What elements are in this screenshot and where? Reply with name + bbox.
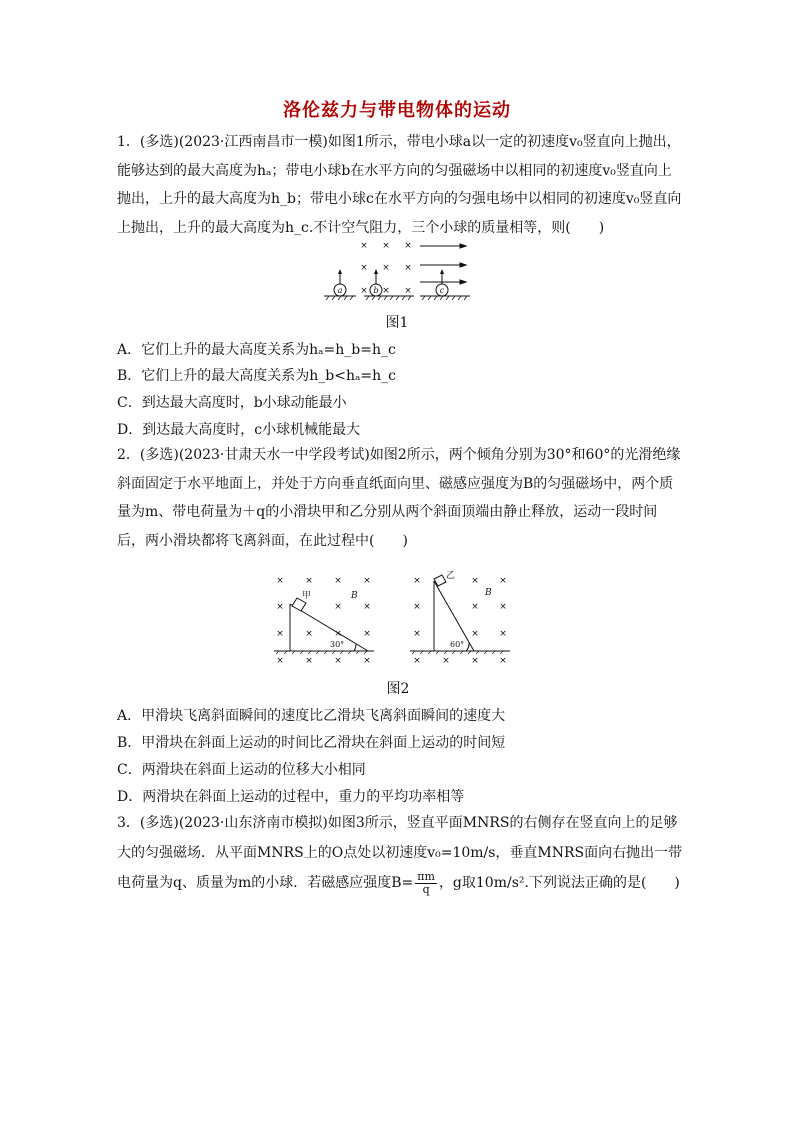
field-b-label-left: B [351, 591, 358, 601]
q2-option-d: D．两滑块在斜面上运动的过程中，重力的平均功率相等 [117, 789, 465, 805]
svg-text:×: × [499, 576, 507, 586]
svg-text:×: × [471, 602, 479, 612]
figure-2-caption: 图2 [386, 681, 410, 697]
svg-text:×: × [305, 656, 313, 666]
question-3-text [117, 808, 683, 898]
svg-text:×: × [382, 263, 390, 273]
svg-text:×: × [499, 629, 507, 639]
q2-option-a: A．甲滑块飞离斜面瞬间的速度比乙滑块飞离斜面瞬间的速度大 [117, 708, 506, 724]
ball-c-label: c [439, 286, 445, 295]
svg-text:×: × [363, 629, 371, 639]
svg-text:×: × [305, 576, 313, 586]
question-3-text-b: ，g取10m/s².下列说法正确的是( ) [438, 875, 680, 891]
svg-text:×: × [360, 263, 368, 273]
svg-text:×: × [413, 656, 421, 666]
q1-option-c: C．到达最大高度时，b小球动能最小 [117, 395, 347, 411]
angle-60-label: 60° [450, 640, 465, 649]
svg-text:×: × [413, 629, 421, 639]
page-title: 洛伦兹力与带电物体的运动 [283, 100, 511, 121]
svg-text:×: × [276, 656, 284, 666]
b-fraction [415, 871, 437, 896]
field-b-label-right: B [485, 588, 492, 598]
svg-text:×: × [413, 576, 421, 586]
q2-option-c: C．两滑块在斜面上运动的位移大小相同 [117, 762, 366, 778]
svg-text:×: × [334, 576, 342, 586]
svg-text:×: × [360, 286, 368, 296]
svg-text:×: × [334, 602, 342, 612]
svg-text:×: × [363, 656, 371, 666]
question-2-text: 2．(多选)(2023·甘肃天水一中学段考试)如图2所示，两个倾角分别为30°和60°的光滑绝缘斜面固定于水平地面上，并处于方向垂直纸面向里、磁感应强度为B的匀强磁场中，两个质量为m、带电荷量为＋q的小滑块甲和乙分别从两个斜面顶端由静止释放，运动一段时间后，两小滑块都将飞离斜面，在此过程中( ) [117, 447, 681, 549]
svg-text:×: × [499, 602, 507, 612]
svg-text:×: × [276, 576, 284, 586]
svg-text:×: × [334, 629, 342, 639]
svg-text:×: × [404, 241, 412, 251]
svg-text:×: × [334, 656, 342, 666]
ball-b-label: b [373, 286, 379, 295]
question-1-text: 1．(多选)(2023·江西南昌市一模)如图1所示，带电小球a以一定的初速度v₀竖直向上抛出，能够达到的最大高度为hₐ；带电小球b在水平方向的匀强磁场中以相同的初速度v₀竖直向上抛出，上升的最大高度为h_b；带电小球c在水平方向的匀强电场中以相同的初速度v₀竖直向上抛出，上升的最大高度为h_c.不计空气阻力，三个小球的质量相等，则( ) [117, 134, 682, 236]
block-jia-label: 甲 [302, 591, 312, 601]
figure-1 [322, 236, 472, 302]
q1-option-b: B．它们上升的最大高度关系为h_b<hₐ=h_c [117, 368, 397, 384]
svg-text:×: × [442, 656, 450, 666]
ball-a-label: a [337, 286, 343, 295]
q2-option-b: B．甲滑块在斜面上运动的时间比乙滑块在斜面上运动的时间短 [117, 735, 506, 751]
q1-option-d: D．到达最大高度时，c小球机械能最大 [117, 422, 361, 438]
block-yi-label: 乙 [446, 571, 456, 581]
b-fraction-denominator: q [422, 882, 430, 896]
svg-text:×: × [363, 602, 371, 612]
svg-text:×: × [360, 241, 368, 251]
svg-text:×: × [382, 241, 390, 251]
svg-text:×: × [382, 286, 390, 296]
figure-2 [270, 566, 516, 666]
b-fraction-numerator: πm [417, 869, 435, 883]
svg-text:×: × [404, 263, 412, 273]
svg-text:×: × [276, 629, 284, 639]
svg-text:×: × [363, 576, 371, 586]
svg-text:×: × [471, 656, 479, 666]
question-3-text-a: 3．(多选)(2023·山东济南市模拟)如图3所示，竖直平面MNRS的右侧存在竖直向上的足够大的匀强磁场．从平面MNRS上的O点处以初速度v₀=10m/s，垂直MNRS面向右抛出一带电荷量为q、质量为m的小球．若磁感应强度B= [117, 815, 683, 891]
svg-text:×: × [404, 286, 412, 296]
figure-1-caption: 图1 [385, 315, 409, 331]
angle-30-label: 30° [330, 640, 345, 649]
svg-text:×: × [413, 602, 421, 612]
svg-text:×: × [276, 602, 284, 612]
svg-text:×: × [471, 576, 479, 586]
svg-text:×: × [471, 629, 479, 639]
q1-option-a: A．它们上升的最大高度关系为hₐ=h_b=h_c [117, 342, 396, 358]
svg-text:×: × [305, 629, 313, 639]
svg-text:×: × [499, 656, 507, 666]
